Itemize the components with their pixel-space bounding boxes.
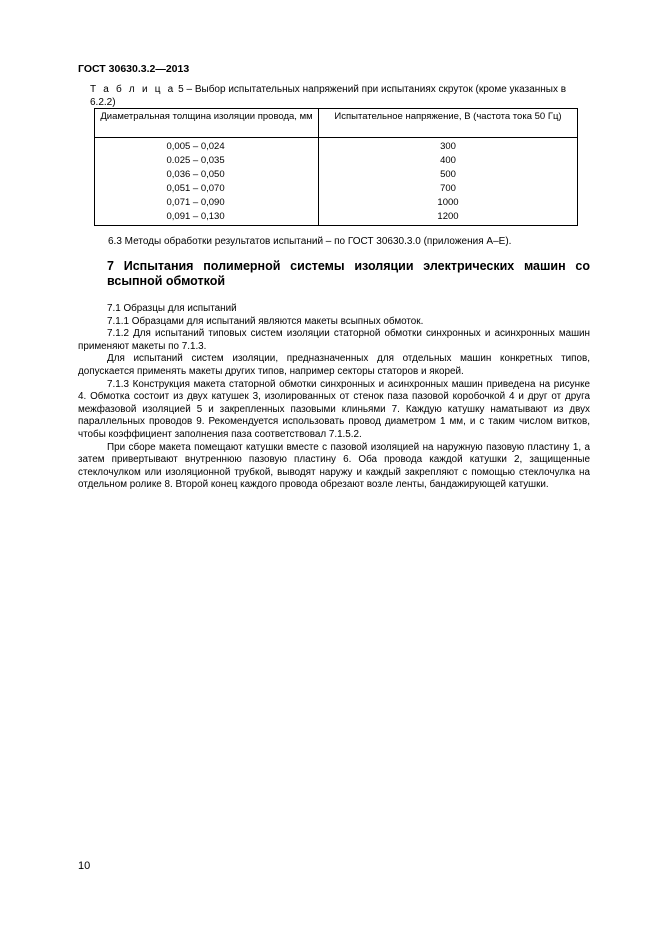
table-row bbox=[95, 196, 578, 210]
table-caption-prefix: Т а б л и ц а bbox=[90, 84, 176, 95]
paragraph: 7.1.2 Для испытаний типовых систем изоляции статорной обмотки синхронных и асинхронных машин применяют макеты по 7.1.3. bbox=[78, 328, 590, 352]
table-row bbox=[95, 154, 578, 168]
cell-thickness bbox=[95, 210, 319, 226]
paragraph: 7.1.3 Конструкция макета статорной обмотки синхронных и асинхронных машин приведена на рисунке 4. Обмотка состоит из двух катушек 3, изолированных от стенок паза пазовой коробочкой 4 и друг от друга межфазовой изоляцией 5 и закрепленных пазовыми клиньями 7. Каждую катушку наматывают из двух параллельных проводов 9. Рекомендуется использовать провод диаметром 1 мм, и с таким числом витков, чтобы коэффициент заполнения паза соответствовал 7.1.5.2. bbox=[78, 378, 590, 440]
cell-voltage: 1200 bbox=[319, 210, 578, 226]
table-row bbox=[95, 182, 578, 196]
voltage-table bbox=[94, 108, 578, 226]
cell-voltage: 500 bbox=[319, 168, 578, 182]
column-header-thickness: Диаметральная толщина изоляции провода, мм bbox=[95, 109, 319, 138]
cell-thickness bbox=[95, 182, 319, 196]
table-header-row bbox=[95, 109, 578, 138]
cell-thickness-value: 0,036 – 0,050 bbox=[166, 169, 225, 180]
cell-thickness-value: 0,051 – 0,070 bbox=[166, 183, 225, 194]
paragraph: 7.1.1 Образцами для испытаний являются макеты всыпных обмоток. bbox=[107, 315, 424, 327]
cell-voltage: 700 bbox=[319, 182, 578, 196]
cell-voltage: 400 bbox=[319, 154, 578, 168]
section-7-body bbox=[78, 303, 590, 492]
cell-voltage: 300 bbox=[319, 138, 578, 155]
section-7-heading: 7 Испытания полимерной системы изоляции электрических машин со всыпной обмоткой bbox=[107, 259, 590, 288]
document-code-header: ГОСТ 30630.3.2—2013 bbox=[78, 63, 190, 75]
cell-thickness-value: 0,005 – 0,024 bbox=[166, 141, 225, 152]
cell-thickness-value: 0.025 – 0,035 bbox=[166, 155, 225, 166]
table-body bbox=[95, 138, 578, 226]
page-number: 10 bbox=[78, 860, 91, 872]
table-row bbox=[95, 210, 578, 226]
cell-thickness bbox=[95, 196, 319, 210]
column-header-voltage: Испытательное напряжение, В (частота тока 50 Гц) bbox=[319, 109, 578, 138]
cell-thickness bbox=[95, 138, 319, 155]
paragraph: 7.1 Образцы для испытаний bbox=[107, 303, 237, 314]
table-row bbox=[95, 168, 578, 182]
table-caption-text: 5 – Выбор испытательных напряжений при испытаниях скруток (кроме указанных в 6.2.2) bbox=[90, 84, 567, 108]
cell-voltage: 1000 bbox=[319, 196, 578, 210]
cell-thickness bbox=[95, 154, 319, 168]
table-row bbox=[95, 138, 578, 155]
table-caption bbox=[90, 83, 590, 109]
paragraph: Для испытаний систем изоляции, предназначенных для отдельных машин конкретных типов, допускается применять макеты других типов, например секторы статоров и якорей. bbox=[78, 353, 590, 377]
cell-thickness bbox=[95, 168, 319, 182]
paragraph: При сборе макета помещают катушки вместе с пазовой изоляцией на наружную пазовую пластину 1, а затем привертывают внутреннюю пазовую пластину 6. Оба провода каждой катушки 2, защищенные стеклочулком или изоляционной трубкой, выводят наружу и каждый закрепляют с помощью стеклочулка на отдельном ролике 8. Второй конец каждого провода обрезают возле ленты, бандажирующей катушки. bbox=[78, 441, 590, 491]
paragraph-6-3: 6.3 Методы обработки результатов испытаний – по ГОСТ 30630.3.0 (приложения А–Е). bbox=[108, 236, 512, 247]
cell-thickness-value: 0,091 – 0,130 bbox=[166, 211, 225, 222]
cell-thickness-value: 0,071 – 0,090 bbox=[166, 197, 225, 208]
